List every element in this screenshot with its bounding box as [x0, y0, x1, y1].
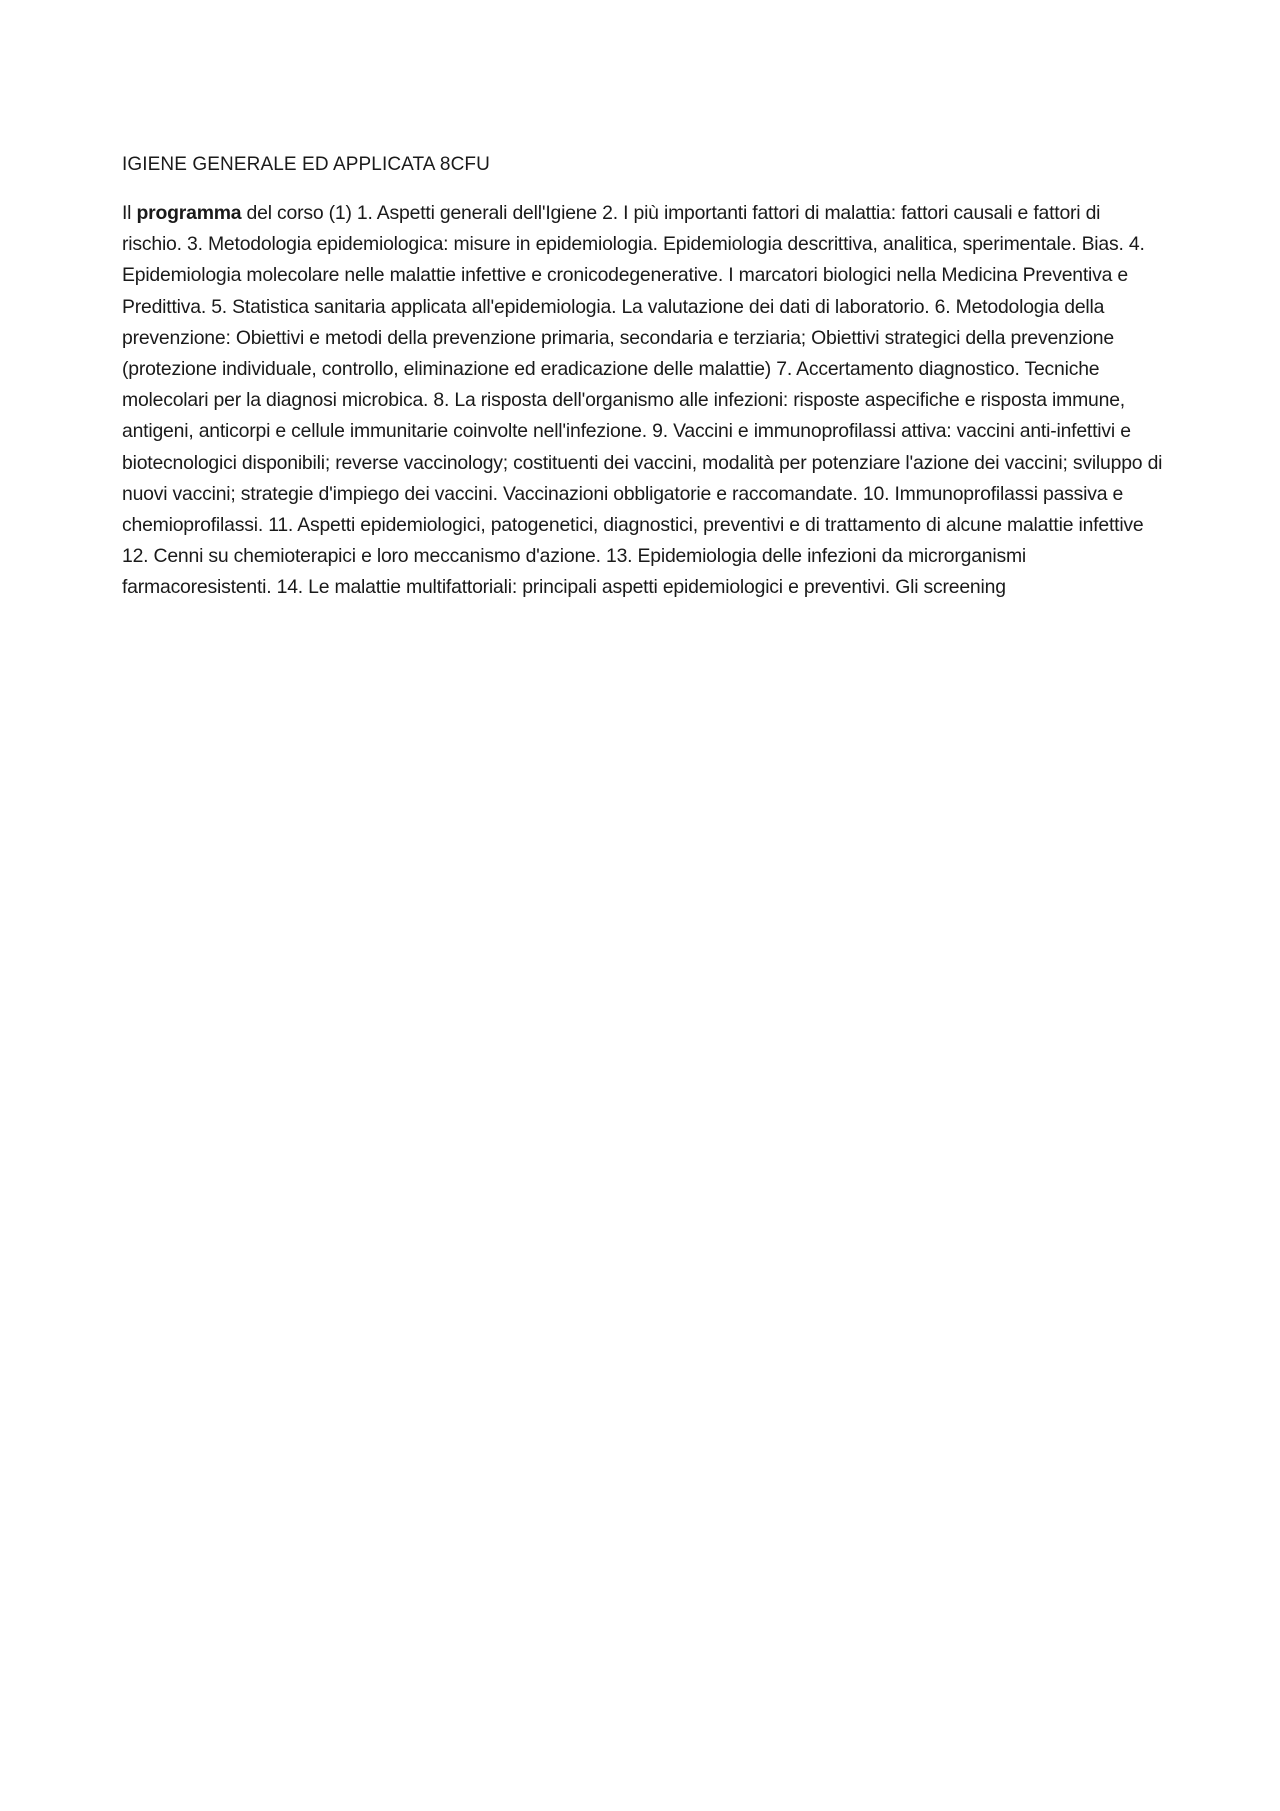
document-title: IGIENE GENERALE ED APPLICATA 8CFU — [122, 154, 490, 175]
bold-keyword: programma — [136, 202, 242, 224]
document-content — [122, 152, 1164, 604]
paragraph-text: del corso (1) 1. Aspetti generali dell'Igiene 2. I più importanti fattori di malattia: fattori causali e fattori di rischio. 3. Metodologia epidemiologica: misure in epidemiologia. Epidemiologia descrittiva, analitica, sperimentale. Bias. 4. Epidemiologia molecolare nelle malattie infettive e cronicodegenerative. I marcatori biologici nella Medicina Preventiva e Predittiva. 5. Statistica sanitaria applicata all'epidemiologia. La valutazione dei dati di laboratorio. 6. Metodologia della prevenzione: Obiettivi e metodi della prevenzione primaria, secondaria e terziaria; Obiettivi strategici della prevenzione (protezione individuale, controllo, eliminazione ed eradicazione delle malattie) 7. Accertamento diagnostico. Tecniche molecolari per la diagnosi microbica. 8. La risposta dell'organismo alle infezioni: risposte aspecifiche e risposta immune, antigeni, anticorpi e cellule immunitarie coinvolte nell'infezione. 9. Vaccini e immunoprofilassi attiva: vaccini anti-infettivi e biotecnologici disponibili; reverse vaccinology; costituenti dei vaccini, modalità per potenziare l'azione dei vaccini; sviluppo di nuovi vaccini; strategie d'impiego dei vaccini. Vaccinazioni obbligatorie e raccomandate. 10. Immunoprofilassi passiva e chemioprofilassi. 11. Aspetti epidemiologici, patogenetici, diagnostici, preventivi e di trattamento di alcune malattie infettive 12. Cenni su chemioterapici e loro meccanismo d'azione. 13. Epidemiologia delle infezioni da microrganismi farmacoresistenti. 14. Le malattie multifattoriali: principali aspetti epidemiologici e preventivi. Gli screening — [122, 202, 1163, 599]
program-paragraph — [122, 198, 1164, 604]
paragraph-prefix: Il — [122, 202, 137, 224]
